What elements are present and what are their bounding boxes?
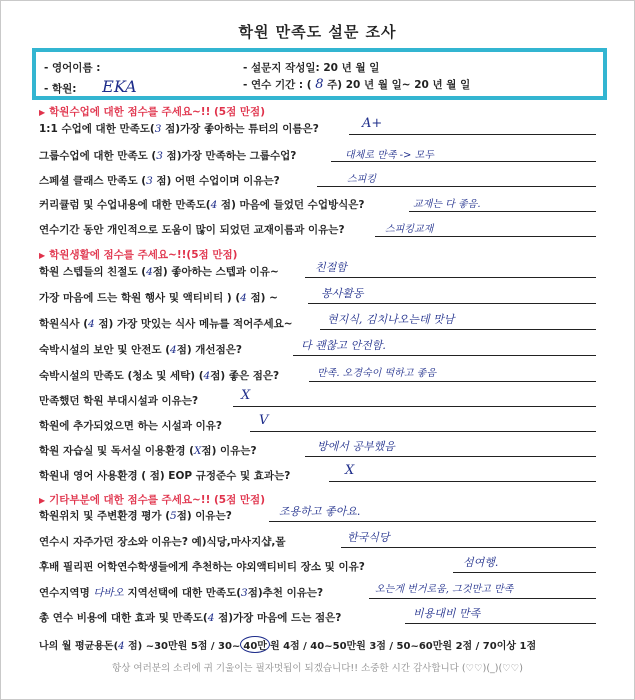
score[interactable]: 4 [170, 344, 177, 356]
underline [405, 623, 596, 624]
underline [453, 572, 596, 573]
score[interactable]: 4 [210, 199, 218, 211]
survey-date-label: - 설문지 작성일: 20 년 월 일 [243, 62, 380, 74]
underline [233, 406, 596, 407]
question-frequent-place: 연수시 자주가던 장소와 이유는? 예)식당,마사지샵,몰 [39, 536, 286, 548]
score[interactable]: X [193, 445, 202, 457]
underline [308, 303, 596, 304]
question-housekeeping: 숙박시설의 만족도 (청소 및 세탁) (4점) 좋은 점은? [39, 370, 280, 382]
answer-english-env[interactable]: X [345, 463, 355, 478]
period-rest: 주) 20 년 월 일~ 20 년 월 일 [327, 79, 471, 91]
triangle-icon: ▶ [39, 108, 46, 117]
underline [305, 277, 596, 278]
answer-cost[interactable]: 비용대비 만족 [413, 607, 481, 620]
question-1on1: 1:1 수업에 대한 만족도(3 점)가장 좋아하는 튜터의 이름은? [39, 123, 319, 135]
score[interactable]: 4 [118, 641, 125, 652]
underline [375, 236, 596, 237]
underline [250, 431, 596, 432]
answer-meal[interactable]: 현지식, 김치나오는데 맛남 [327, 313, 455, 326]
question-activity: 가장 마음에 드는 학원 행사 및 액티비티 ) (4 점) ~ [39, 292, 278, 304]
score[interactable]: 4 [203, 370, 211, 382]
question-textbook: 연수기간 동안 개인적으로 도움이 많이 되었던 교재이름과 이유는? [39, 224, 345, 236]
question-security: 숙박시설의 보안 및 안전도 (4점) 개선점은? [39, 344, 242, 356]
answer-region[interactable]: 오는게 번거로움, 그것만고 만족 [375, 584, 514, 595]
answer-security[interactable]: 다 괜찮고 안전함. [301, 339, 386, 352]
footer-note: 항상 여러분의 소리에 귀 기울이는 필자멋됩이 되겠습니다!! 소중한 시간 감사합니다 (♡♡)(_)(♡♡) [112, 663, 523, 674]
underline [329, 481, 596, 482]
period-row [243, 77, 470, 92]
score[interactable]: 4 [88, 318, 95, 330]
answer-housekeeping[interactable]: 만족. 오경숙이 떡하고 좋음 [317, 368, 436, 379]
region-value[interactable]: 다바오 [93, 587, 124, 599]
section-class-header: ▶ 학원수업에 대한 점수를 주세요~!! (5점 만점) [39, 106, 265, 118]
question-study-room: 학원 자습실 및 독서실 이용환경 (X점) 이유는? [39, 445, 257, 457]
underline [341, 547, 596, 548]
score[interactable]: 3 [156, 150, 163, 162]
underline [305, 456, 596, 457]
score[interactable]: 3 [154, 123, 162, 135]
period-label: - 연수 기간 : ( [243, 79, 312, 91]
academy-row [44, 77, 137, 96]
circled-choice[interactable]: 40만 [240, 636, 270, 653]
question-cost: 총 연수 비용에 대한 효과 및 만족도(4 점)가장 마음에 드는 점은? [39, 612, 342, 624]
score[interactable]: 4 [207, 612, 215, 624]
question-group: 그룹수업에 대한 만족도 (3 점)가장 만족하는 그룹수업? [39, 150, 297, 162]
period-weeks[interactable]: 8 [315, 77, 324, 92]
academy-value[interactable]: EKA [102, 77, 137, 96]
score[interactable]: 3 [146, 175, 153, 187]
answer-study-room[interactable]: 방에서 공부했음 [317, 440, 395, 453]
question-facility-satisfied: 만족했던 학원 부대시설과 이유는? [39, 395, 199, 407]
score[interactable]: 3 [241, 587, 248, 599]
underline [293, 355, 596, 356]
answer-facility-wanted[interactable]: V [259, 413, 269, 428]
question-staff: 학원 스텝들의 친절도 (4점) 좋아하는 스텝과 이유~ [39, 266, 279, 278]
underline [317, 186, 596, 187]
answer-frequent-place[interactable]: 한국식당 [347, 531, 390, 544]
question-location: 학원위치 및 주변환경 평가 (5점) 이유는? [39, 510, 232, 522]
question-facility-wanted: 학원에 추가되었으면 하는 시설과 이유? [39, 420, 223, 432]
score[interactable]: 4 [240, 292, 247, 304]
question-meal: 학원식사 (4 점) 가장 맛있는 식사 메뉴를 적어주세요~ [39, 318, 293, 330]
section-other-header: ▶ 기타부분에 대한 점수를 주세요~!! (5점 만점) [39, 494, 265, 506]
question-allowance: 나의 월 평균용돈(4 점) ~30만원 5점 / 30~ 40만 원 4점 / 40~50만원 3점 / 50~60만원 2점 / 70이상 1점 [39, 636, 536, 653]
answer-outdoor-activity[interactable]: 섬여행. [463, 556, 499, 569]
question-region: 연수지역명 다바오 지역선택에 대한 만족도(3점)추천 이유는? [39, 587, 324, 599]
answer-activity[interactable]: 봉사활동 [321, 287, 364, 300]
score[interactable]: 4 [146, 266, 153, 278]
answer-textbook[interactable]: 스피킹교재 [385, 224, 434, 235]
triangle-icon: ▶ [39, 496, 46, 505]
info-box [32, 48, 607, 100]
english-name-label: - 영어이름 : [44, 62, 101, 74]
answer-staff[interactable]: 친절함 [315, 261, 347, 274]
question-special-class: 스페셜 클래스 만족도 (3 점) 어떤 수업이며 이유는? [39, 175, 280, 187]
question-outdoor-activity: 후배 필리핀 어학연수학생들에게 추천하는 야외액티비티 장소 및 이유? [39, 561, 365, 573]
page-title: 학원 만족도 설문 조사 [238, 23, 397, 41]
answer-facility-satisfied[interactable]: X [241, 388, 251, 403]
underline [320, 329, 596, 330]
section-life-header: ▶ 학원생활에 점수를 주세요~!!(5점 만점) [39, 249, 238, 261]
underline [309, 381, 596, 382]
answer-1on1[interactable]: A+ [362, 116, 383, 131]
question-curriculum: 커리큘럼 및 수업내용에 대한 만족도(4 점) 마음에 들었던 수업방식은? [39, 199, 365, 211]
answer-curriculum[interactable]: 교재는 다 좋음. [413, 199, 481, 210]
underline [269, 521, 596, 522]
underline [369, 598, 596, 599]
underline [331, 161, 596, 162]
answer-location[interactable]: 조용하고 좋아요. [279, 505, 361, 518]
triangle-icon: ▶ [39, 251, 46, 260]
underline [349, 134, 596, 135]
answer-group[interactable]: 대체로 만족 -> 모두 [345, 150, 434, 161]
score[interactable]: 5 [170, 510, 177, 522]
question-english-env: 학원내 영어 사용환경 ( 점) EOP 규정준수 및 효과는? [39, 470, 291, 482]
underline [409, 211, 596, 212]
answer-special-class[interactable]: 스피킹 [347, 174, 376, 185]
academy-label: - 학원: [44, 83, 77, 95]
